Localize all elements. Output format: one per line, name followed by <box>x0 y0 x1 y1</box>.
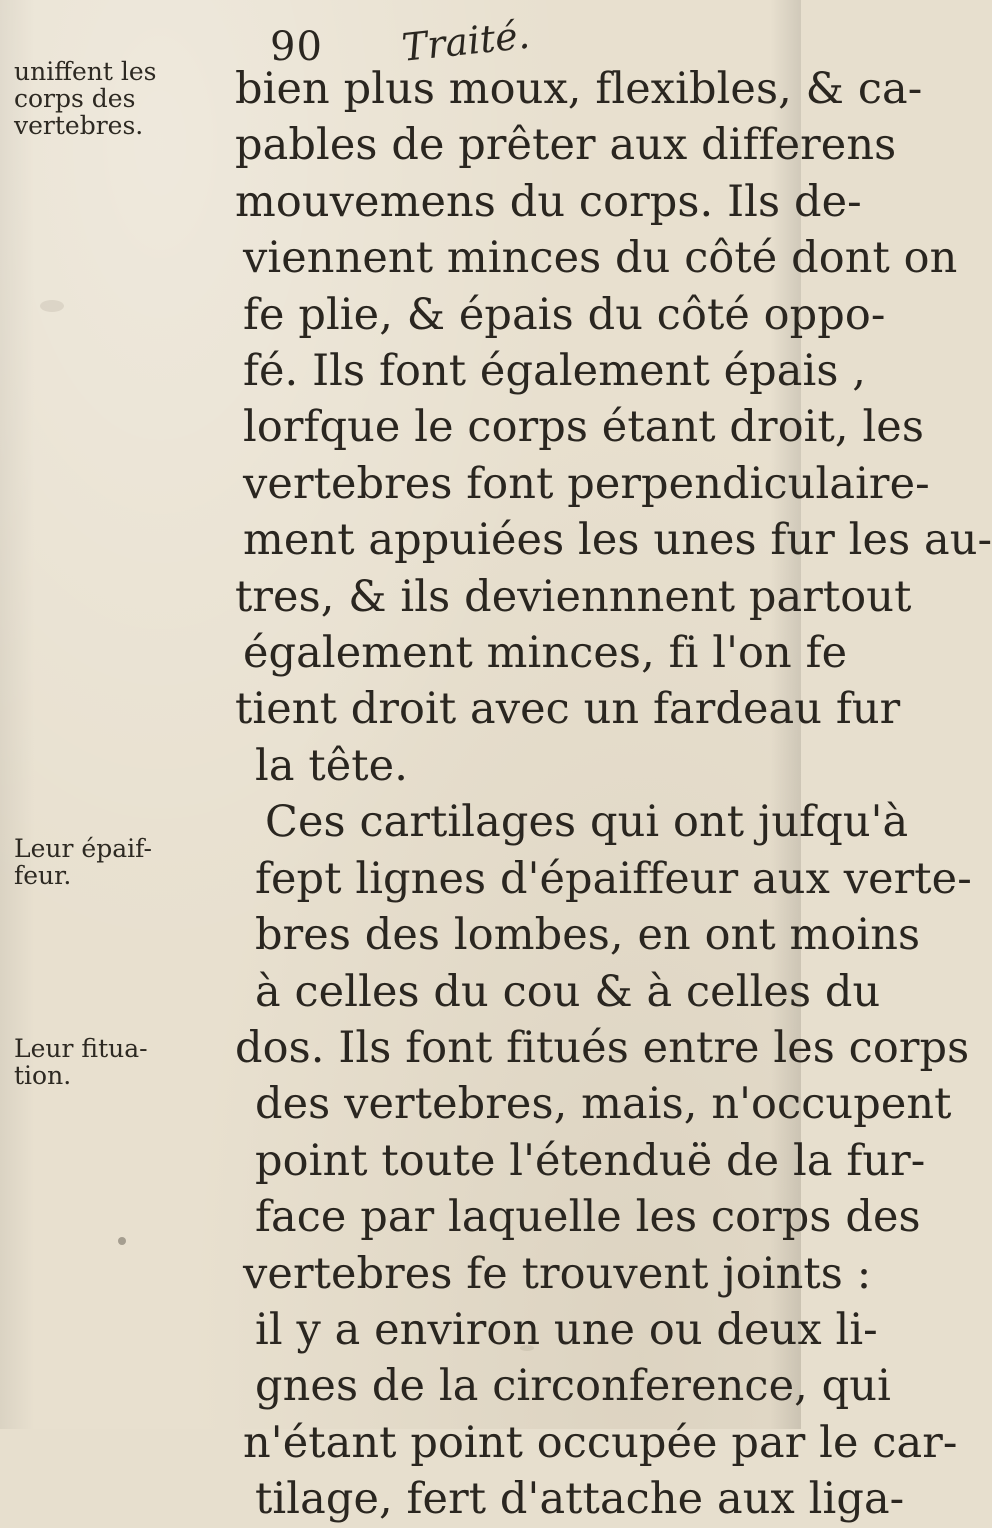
margin-note: Leur fitua- tion. <box>14 1034 148 1090</box>
text-line: lorfque le corps étant droit, les <box>243 402 925 453</box>
text-line: tilage, fert d'attache aux liga- <box>255 1474 905 1525</box>
text-line: bien plus moux, flexibles, & ca- <box>235 64 923 114</box>
body-text <box>235 61 992 1528</box>
text-line: face par laquelle les corps des <box>255 1192 921 1243</box>
text-line: bres des lombes, en ont moins <box>255 910 921 961</box>
running-title: Traité. <box>399 12 532 70</box>
text-line: fé. Ils font également épais , <box>243 346 867 397</box>
paper-stain <box>40 300 64 312</box>
text-line: tres, & ils deviennnent partout <box>235 571 912 622</box>
text-line: également minces, fi l'on fe <box>243 628 848 679</box>
text-line: des vertebres, mais, n'occupent <box>255 1079 952 1130</box>
text-line: mouvemens du corps. Ils de- <box>235 176 862 227</box>
margin-note: uniffent les corps des vertebres. <box>14 57 157 140</box>
ink-speck <box>118 1237 126 1245</box>
text-line: à celles du cou & à celles du <box>255 966 881 1017</box>
text-line: fe plie, & épais du côté oppo- <box>243 289 886 340</box>
text-line: viennent minces du côté dont on <box>243 233 958 284</box>
text-line: la tête. <box>255 740 408 791</box>
text-line: point toute l'étenduë de la fur- <box>255 1135 926 1186</box>
text-line: gnes de la circonference, qui <box>255 1361 891 1412</box>
margin-note: Leur épaif- feur. <box>14 834 152 890</box>
text-line: fept lignes d'épaiffeur aux verte- <box>255 853 972 904</box>
text-line: vertebres font perpendiculaire- <box>243 458 930 509</box>
text-line: ment appuiées les unes fur les au- <box>243 515 992 566</box>
text-line: Ces cartilages qui ont jufqu'à <box>265 797 909 848</box>
text-line: tient droit avec un fardeau fur <box>235 684 901 735</box>
text-line: n'étant point occupée par le car- <box>243 1417 958 1468</box>
text-line: dos. Ils font fitués entre les corps <box>235 1022 970 1073</box>
page-number: 90 <box>270 24 323 70</box>
text-line: il y a environ une ou deux li- <box>255 1304 878 1355</box>
text-line: pables de prêter aux differens <box>235 120 897 171</box>
text-line: vertebres fe trouvent joints : <box>243 1248 872 1299</box>
